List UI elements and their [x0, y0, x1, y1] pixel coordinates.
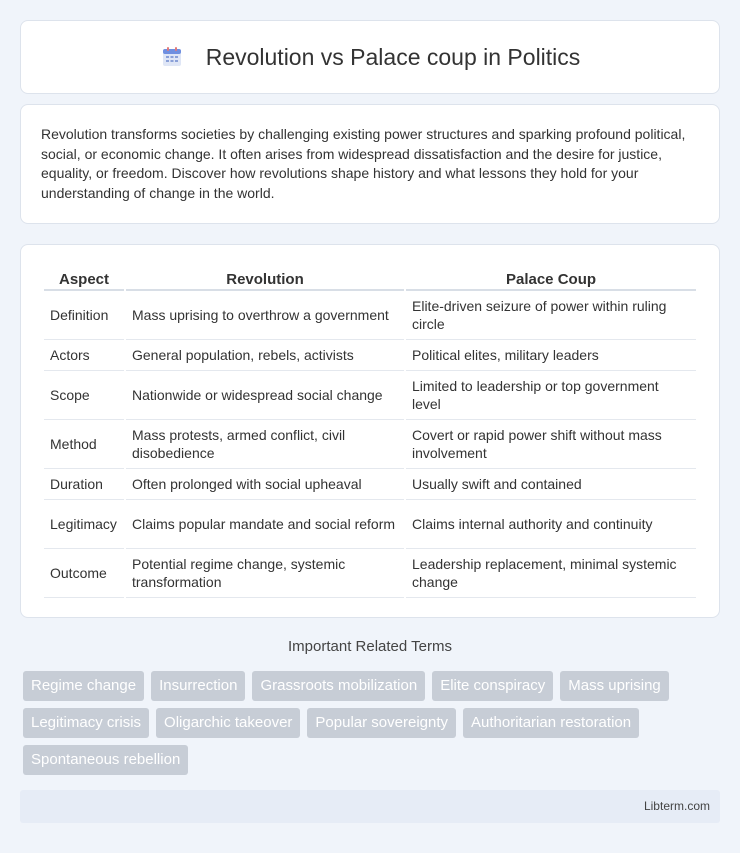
table-row [44, 500, 696, 549]
calendar-icon [160, 45, 184, 69]
related-term-tag[interactable]: Legitimacy crisis [23, 708, 149, 738]
row-aspect: Actors [44, 340, 124, 371]
header-aspect: Aspect [44, 263, 124, 291]
page-title: Revolution vs Palace coup in Politics [205, 43, 581, 70]
related-term-tag[interactable]: Insurrection [151, 671, 245, 701]
comparison-card [20, 244, 720, 618]
related-term-tag[interactable]: Elite conspiracy [432, 671, 553, 701]
footer [20, 790, 720, 823]
row-revolution: Mass protests, armed conflict, civil disobedience [126, 420, 404, 469]
header-palace-coup: Palace Coup [406, 263, 696, 291]
row-aspect: Scope [44, 371, 124, 420]
intro-text: Revolution transforms societies by challenging existing power structures and sparking profound political, social, or economic change. It often arises from widespread dissatisfaction and the desire for justice, equality, or freedom. Discover how revolutions shape history and what lessons they hold for your understanding of change in the world. [41, 126, 686, 201]
table-header-row [44, 263, 696, 291]
row-aspect: Method [44, 420, 124, 469]
row-revolution: Often prolonged with social upheaval [126, 469, 404, 500]
row-aspect: Definition [44, 291, 124, 340]
related-term-tag[interactable]: Popular sovereignty [307, 708, 456, 738]
table-row [44, 371, 696, 420]
related-term-tag[interactable]: Regime change [23, 671, 144, 701]
row-palace-coup: Usually swift and contained [406, 469, 696, 500]
title-card [20, 20, 720, 94]
related-term-tag[interactable]: Authoritarian restoration [463, 708, 639, 738]
comparison-table [42, 263, 698, 598]
related-term-tag[interactable]: Grassroots mobilization [252, 671, 425, 701]
related-term-tag[interactable]: Oligarchic takeover [156, 708, 300, 738]
row-palace-coup: Leadership replacement, minimal systemic change [406, 549, 696, 598]
row-revolution: Mass uprising to overthrow a government [126, 291, 404, 340]
row-revolution: General population, rebels, activists [126, 340, 404, 371]
table-row [44, 549, 696, 598]
related-term-tag[interactable]: Spontaneous rebellion [23, 745, 188, 775]
row-palace-coup: Covert or rapid power shift without mass involvement [406, 420, 696, 469]
row-aspect: Duration [44, 469, 124, 500]
table-row [44, 291, 696, 340]
table-row [44, 469, 696, 500]
row-palace-coup: Political elites, military leaders [406, 340, 696, 371]
row-palace-coup: Limited to leadership or top government level [406, 371, 696, 420]
row-aspect: Legitimacy [44, 500, 124, 549]
footer-brand-link[interactable]: Libterm.com [643, 799, 710, 813]
row-aspect: Outcome [44, 549, 124, 598]
row-palace-coup: Elite-driven seizure of power within ruling circle [406, 291, 696, 340]
related-terms-title: Important Related Terms [288, 638, 452, 655]
table-row [44, 420, 696, 469]
header-revolution: Revolution [126, 263, 404, 291]
table-row [44, 340, 696, 371]
row-revolution: Potential regime change, systemic transformation [126, 549, 404, 598]
row-revolution: Nationwide or widespread social change [126, 371, 404, 420]
related-term-tag[interactable]: Mass uprising [560, 671, 669, 701]
related-terms-list [23, 671, 723, 775]
row-revolution: Claims popular mandate and social reform [126, 500, 404, 549]
row-palace-coup: Claims internal authority and continuity [406, 500, 696, 549]
intro-card [20, 104, 720, 224]
